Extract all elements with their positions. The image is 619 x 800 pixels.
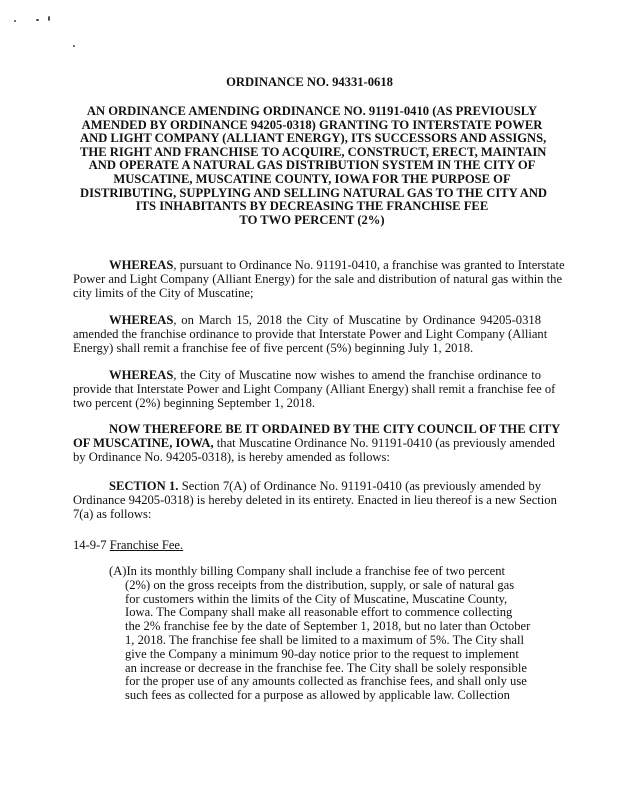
paragraph-line [73, 258, 565, 273]
line-text: that Muscatine Ordinance No. 91191-0410 (as previously amended [213, 435, 555, 450]
paragraph-line [73, 422, 561, 437]
scan-speck [48, 16, 50, 21]
paragraph-line [73, 480, 541, 494]
paragraph-line [73, 435, 555, 451]
paragraph [73, 422, 561, 464]
paragraph-line [73, 287, 541, 301]
heading-line: ITS INHABITANTS BY DECREASING THE FRANCHISE FEE [135, 199, 489, 214]
heading-line: AND LIGHT COMPANY (ALLIANT ENERGY), ITS SUCCESSORS AND ASSIGNS, [80, 131, 547, 146]
paragraph-line [73, 492, 557, 508]
subsection-label: (A) [109, 564, 127, 578]
bold-lead: WHEREAS [109, 313, 174, 327]
subsection-line [109, 660, 527, 676]
scan-speck [14, 20, 16, 22]
line-text: provide that Interstate Power and Light Company (Alliant Energy) shall remit a franchise fee of [73, 381, 556, 396]
heading-line: THE RIGHT AND FRANCHISE TO ACQUIRE, CONSTRUCT, ERECT, MAINTAIN [80, 144, 547, 159]
subsection-line [109, 688, 510, 703]
subsection-line [109, 646, 519, 662]
line-text: Section 7(A) of Ordinance No. 91191-0410 (as previously amended by [178, 479, 541, 493]
line-text: Power and Light Company (Alliant Energy) for the sale and distribution of natural gas within the [73, 271, 563, 286]
line-text: such fees as collected for a purpose as allowed by applicable law. Collection [125, 688, 510, 703]
ordinance-title: ORDINANCE NO. 94331-0618 [226, 75, 393, 89]
line-text: two percent (2%) beginning September 1, 2018. [73, 395, 316, 410]
bold-lead: SECTION 1. [109, 479, 179, 493]
paragraph-line [73, 508, 541, 522]
line-text: an increase or decrease in the franchise fee. The City shall be solely responsible [125, 660, 527, 675]
section-heading [73, 539, 541, 553]
paragraph-line [73, 314, 541, 328]
line-text: 7(a) as follows: [73, 506, 152, 521]
heading-line: AND OPERATE A NATURAL GAS DISTRIBUTION SYSTEM IN THE CITY OF [88, 158, 536, 173]
subsection-line [109, 632, 524, 648]
line-text: give the Company a minimum 90-day notice prior to the request to implement [125, 646, 519, 661]
line-text: the 2% franchise fee by the date of September 1, 2018, but no later than October [125, 619, 531, 634]
heading-line: TO TWO PERCENT (2%) [239, 212, 385, 227]
subsection-line [109, 674, 527, 689]
ordinance-heading [80, 104, 548, 227]
line-text: , the City of Muscatine now wishes to amend the franchise ordinance to [173, 368, 541, 382]
bold-lead: WHEREAS [109, 368, 174, 382]
line-text: In its monthly billing Company shall include a franchise fee of two percent [126, 564, 505, 578]
line-text: for customers within the limits of the City of Muscatine, Muscatine County, [125, 591, 508, 606]
paragraph-line [73, 326, 548, 342]
line-text: Ordinance 94205-0318) is hereby deleted in its entirety. Enacted in lieu thereof is a new Section [73, 492, 557, 507]
heading-line: AMENDED BY ORDINANCE 94205-0318) GRANTING TO INTERSTATE POWER [81, 117, 543, 132]
paragraph-line [73, 342, 541, 356]
paragraph [73, 258, 565, 300]
heading-line: MUSCATINE, MUSCATINE COUNTY, IOWA FOR THE PURPOSE OF [113, 171, 511, 186]
line-text: Iowa. The Company shall make all reasonable effort to commence collecting [125, 605, 513, 620]
subsection-line [109, 577, 515, 593]
subsection-line [109, 565, 505, 579]
section-title: Franchise Fee. [109, 538, 184, 552]
subsection-line [109, 591, 508, 607]
heading-line: DISTRIBUTING, SUPPLYING AND SELLING NATURAL GAS TO THE CITY AND [80, 185, 548, 200]
line-text: , on March 15, 2018 the City of Muscatine by Ordinance 94205-0318 [173, 313, 541, 327]
paragraph-line [73, 451, 541, 465]
bold-lead: WHEREAS [109, 258, 174, 272]
scan-speck [36, 19, 39, 21]
line-text: amended the franchise ordinance to provide that Interstate Power and Light Company (Alliant [73, 326, 548, 341]
paragraph [73, 313, 548, 355]
line-text: by Ordinance No. 94205-0318), is hereby amended as follows: [73, 449, 390, 464]
line-text: for the proper use of any amounts collected as franchise fees, and shall only use [125, 674, 527, 689]
paragraph [73, 479, 557, 521]
section-number: 14-9-7 [73, 538, 110, 552]
line-text: city limits of the City of Muscatine; [73, 285, 254, 300]
subsection-a [109, 564, 531, 703]
bold-lead: OF MUSCATINE, IOWA, [73, 435, 214, 450]
bold-lead: NOW THEREFORE BE IT ORDAINED BY THE CITY COUNCIL OF THE CITY [109, 422, 561, 436]
paragraph-line [73, 369, 541, 383]
paragraph-line [73, 271, 563, 287]
heading-line: AN ORDINANCE AMENDING ORDINANCE NO. 91191-0410 (AS PREVIOUSLY [86, 104, 538, 118]
paragraph-line [73, 381, 556, 397]
subsection-line [109, 605, 513, 620]
line-text: , pursuant to Ordinance No. 91191-0410, a franchise was granted to Interstate [173, 258, 565, 272]
scan-speck [73, 45, 75, 47]
subsection-line [109, 619, 531, 634]
line-text: 1, 2018. The franchise fee shall be limited to a maximum of 5%. The City shall [125, 632, 524, 647]
paragraph-line [73, 397, 541, 411]
paragraph [73, 368, 556, 410]
line-text: Energy) shall remit a franchise fee of five percent (5%) beginning July 1, 2018. [73, 340, 474, 355]
line-text: (2%) on the gross receipts from the distribution, supply, or sale of natural gas [125, 577, 515, 592]
